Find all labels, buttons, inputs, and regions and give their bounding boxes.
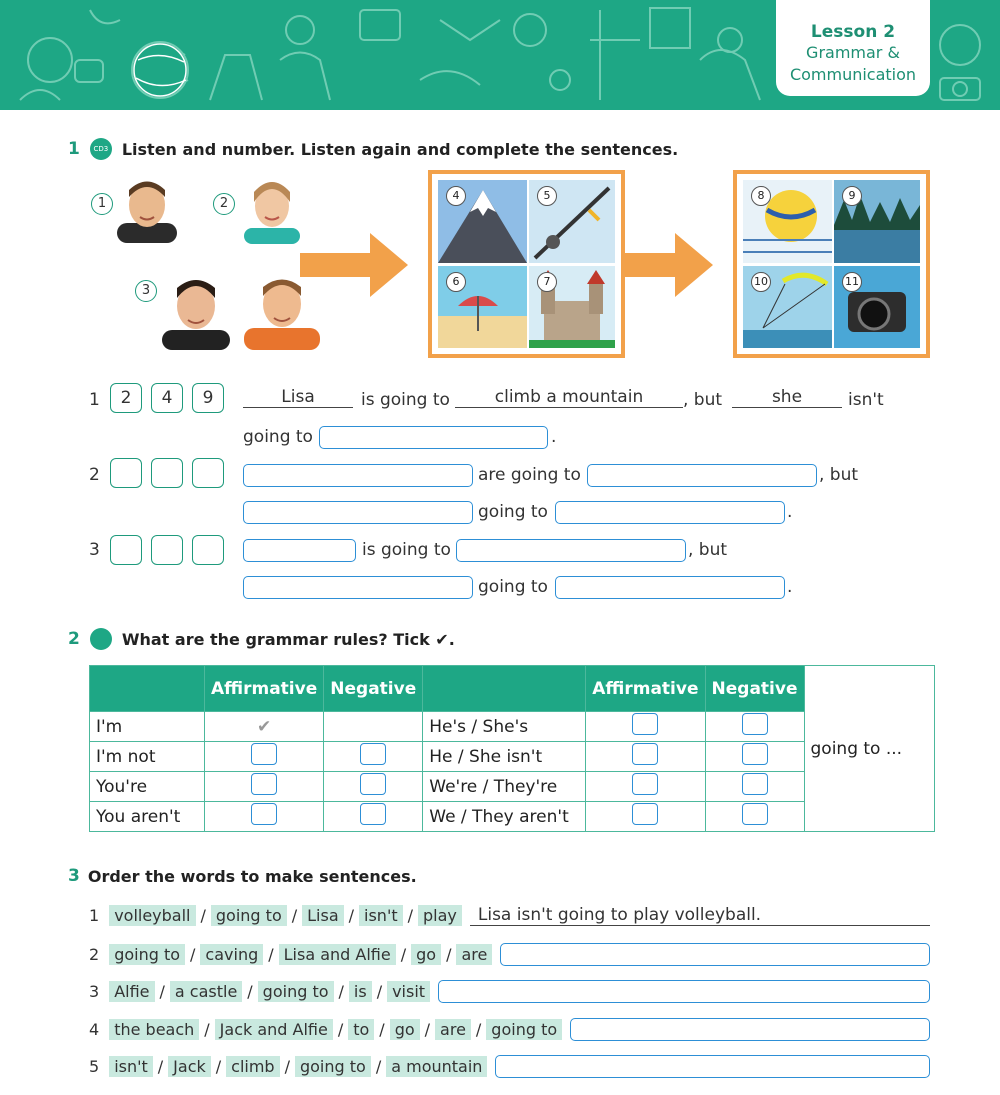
tick-cell[interactable] xyxy=(205,742,324,772)
answer-box[interactable] xyxy=(192,458,224,488)
activity-number: 7 xyxy=(537,272,557,292)
subject-cell: I'm xyxy=(90,712,205,742)
sentence-number-2: 2 xyxy=(89,465,100,485)
lesson-subtitle-2: Communication xyxy=(789,65,917,84)
person-number-3: 3 xyxy=(135,280,157,302)
sentence-number-1: 1 xyxy=(89,390,100,410)
grammar-table xyxy=(89,665,935,832)
tile-volleyball xyxy=(743,180,832,263)
tick-box[interactable] xyxy=(251,773,277,795)
section-instruction: Listen and number. Listen again and complete the sentences. xyxy=(121,139,679,159)
word-chip: Jack and Alfie xyxy=(215,1019,333,1040)
sentence-text: is going to xyxy=(361,390,450,410)
tick-cell[interactable] xyxy=(324,742,423,772)
tick-cell[interactable] xyxy=(705,712,804,742)
section-2-heading xyxy=(68,628,455,650)
sentence-text: isn't xyxy=(848,390,884,410)
subject-cell: We're / They're xyxy=(423,772,586,802)
section-1-heading xyxy=(68,138,679,175)
word-order-item xyxy=(89,905,930,926)
word-separator: / xyxy=(247,982,253,1001)
lesson-label xyxy=(776,0,930,96)
blank-input[interactable] xyxy=(319,426,548,449)
word-separator: / xyxy=(475,1020,482,1039)
answer-activity: climb a mountain xyxy=(455,387,683,408)
word-chip: going to xyxy=(295,1056,371,1077)
word-chip: caving xyxy=(200,944,263,965)
answer-box[interactable]: 2 xyxy=(110,383,142,413)
answer-box[interactable]: 9 xyxy=(192,383,224,413)
tick-cell[interactable] xyxy=(586,772,705,802)
word-separator: / xyxy=(159,982,165,1001)
person-number-2: 2 xyxy=(213,193,235,215)
sentence-text: . xyxy=(787,577,793,597)
section-number: 2 xyxy=(68,629,80,649)
answer-name: Lisa xyxy=(243,387,353,408)
activity-number: 11 xyxy=(842,272,862,292)
answer-text: Lisa isn't going to play volleyball. xyxy=(470,905,930,926)
tick-cell[interactable] xyxy=(586,802,705,832)
tick-cell[interactable] xyxy=(705,742,804,772)
lightbulb-icon xyxy=(90,628,112,650)
word-separator: / xyxy=(190,945,196,964)
answer-input[interactable] xyxy=(570,1018,930,1041)
sentence-text: . xyxy=(787,502,793,522)
sentence-text: . xyxy=(551,427,557,447)
word-chip: a castle xyxy=(170,981,242,1002)
word-chip: is xyxy=(349,981,372,1002)
word-separator: / xyxy=(268,945,274,964)
tick-box[interactable] xyxy=(360,773,386,795)
item-number: 2 xyxy=(89,945,100,964)
word-order-item xyxy=(89,1018,930,1041)
sentence-number-3: 3 xyxy=(89,540,100,560)
tile-fishing-rod xyxy=(529,180,615,263)
word-separator: / xyxy=(338,982,344,1001)
word-separator: / xyxy=(291,906,298,925)
answer-input[interactable] xyxy=(438,980,930,1003)
blank-input[interactable] xyxy=(555,501,785,524)
photo-girl xyxy=(240,172,304,244)
word-chip: are xyxy=(456,944,492,965)
word-chip: to xyxy=(348,1019,374,1040)
header-cell xyxy=(90,666,205,712)
word-separator: / xyxy=(379,1020,385,1039)
activity-number: 6 xyxy=(446,272,466,292)
word-separator: / xyxy=(204,1020,210,1039)
photo-boy-1 xyxy=(112,175,182,243)
tick-mark: ✔ xyxy=(205,712,324,742)
tick-box[interactable] xyxy=(742,743,768,765)
subject-cell: You're xyxy=(90,772,205,802)
subject-cell: We / They aren't xyxy=(423,802,586,832)
word-separator: / xyxy=(375,1057,382,1076)
blank-input[interactable] xyxy=(243,464,473,487)
answer-box[interactable] xyxy=(110,535,142,565)
word-order-item xyxy=(89,1055,930,1078)
sentence-text: , but xyxy=(819,465,859,485)
item-number: 1 xyxy=(89,906,100,925)
answer-box[interactable]: 4 xyxy=(151,383,183,413)
word-chip: are xyxy=(435,1019,471,1040)
word-chip: go xyxy=(390,1019,420,1040)
word-separator: / xyxy=(424,1020,431,1039)
word-separator: / xyxy=(337,1020,344,1039)
sentence-text: going to xyxy=(478,577,548,597)
tick-cell[interactable] xyxy=(324,772,423,802)
word-separator: / xyxy=(215,1057,222,1076)
answer-box[interactable] xyxy=(151,535,183,565)
word-chip: Lisa xyxy=(302,905,344,926)
word-chip: isn't xyxy=(109,1056,153,1077)
tick-cell[interactable] xyxy=(705,772,804,802)
audio-icon[interactable] xyxy=(90,138,112,175)
word-separator: / xyxy=(407,906,413,925)
header-cell: Negative xyxy=(705,666,804,712)
tick-box[interactable] xyxy=(742,803,768,825)
lesson-subtitle-1: Grammar & xyxy=(806,43,900,62)
activity-number: 9 xyxy=(842,186,862,206)
word-separator: / xyxy=(200,906,206,925)
item-number: 4 xyxy=(89,1020,100,1039)
blank-input[interactable] xyxy=(587,464,817,487)
word-separator: / xyxy=(348,906,355,925)
answer-box[interactable] xyxy=(192,535,224,565)
word-chip: going to xyxy=(109,944,185,965)
tick-cell[interactable] xyxy=(705,802,804,832)
word-separator: / xyxy=(446,945,452,964)
tick-box[interactable] xyxy=(742,773,768,795)
blank-input[interactable] xyxy=(243,539,356,562)
header-cell: Affirmative xyxy=(586,666,705,712)
tick-box[interactable] xyxy=(632,773,658,795)
audio-track: CD3 31 xyxy=(93,145,109,175)
word-separator: / xyxy=(284,1057,290,1076)
word-chip: going to xyxy=(486,1019,562,1040)
word-separator: / xyxy=(376,982,383,1001)
arrow-right-icon xyxy=(300,225,412,305)
sentence-text: , but xyxy=(688,540,728,560)
section-instruction: Order the words to make sentences. xyxy=(87,866,417,886)
person-number-1: 1 xyxy=(91,193,113,215)
word-chip: climb xyxy=(226,1056,279,1077)
word-chip: go xyxy=(411,944,441,965)
word-order-item xyxy=(89,943,930,966)
word-chip: visit xyxy=(387,981,430,1002)
blank-input[interactable] xyxy=(555,576,785,599)
tile-castle xyxy=(529,266,615,348)
arrow-right-icon xyxy=(625,225,717,305)
sentence-text: is going to xyxy=(362,540,451,560)
word-chip: volleyball xyxy=(109,905,195,926)
subject-cell: He's / She's xyxy=(423,712,586,742)
tick-box[interactable] xyxy=(632,803,658,825)
subject-cell: I'm not xyxy=(90,742,205,772)
answer-box[interactable] xyxy=(151,458,183,488)
tick-cell[interactable] xyxy=(324,802,423,832)
blank-input[interactable] xyxy=(243,501,473,524)
header-cell xyxy=(423,666,586,712)
activities-panel-a xyxy=(428,170,625,358)
word-chip: a mountain xyxy=(386,1056,487,1077)
tick-cell[interactable] xyxy=(205,772,324,802)
lesson-title: Lesson 2 xyxy=(810,22,896,42)
photo-boy-2 xyxy=(158,270,234,350)
word-chip: going to xyxy=(211,905,287,926)
word-order-item xyxy=(89,980,930,1003)
tick-cell[interactable] xyxy=(205,802,324,832)
word-chip: going to xyxy=(258,981,334,1002)
subject-cell: You aren't xyxy=(90,802,205,832)
answer-box[interactable] xyxy=(110,458,142,488)
answer-pronoun: she xyxy=(732,387,842,408)
word-chip: Alfie xyxy=(109,981,154,1002)
section-instruction: What are the grammar rules? Tick ✔. xyxy=(121,629,455,649)
tile-mountain xyxy=(438,180,527,263)
blank-input[interactable] xyxy=(243,576,473,599)
word-chip: Lisa and Alfie xyxy=(279,944,396,965)
tick-box[interactable] xyxy=(632,713,658,735)
sentence-text: going to xyxy=(243,427,313,447)
sentence-text: going to xyxy=(478,502,548,522)
header-cell: Negative xyxy=(324,666,423,712)
answer-input[interactable] xyxy=(500,943,930,966)
tick-box[interactable] xyxy=(632,743,658,765)
item-number: 3 xyxy=(89,982,100,1001)
tick-box[interactable] xyxy=(360,743,386,765)
header-cell: Affirmative xyxy=(205,666,324,712)
word-chip: the beach xyxy=(109,1019,199,1040)
activity-number: 10 xyxy=(751,272,771,292)
tile-camera xyxy=(834,266,920,348)
sentence-text: , but xyxy=(683,390,723,410)
item-number: 5 xyxy=(89,1057,100,1076)
tick-box[interactable] xyxy=(251,743,277,765)
section-number: 3 xyxy=(68,866,80,886)
word-chip: isn't xyxy=(359,905,403,926)
tile-lake xyxy=(834,180,920,263)
section-number: 1 xyxy=(68,139,80,159)
subject-cell: He / She isn't xyxy=(423,742,586,772)
tick-box[interactable] xyxy=(251,803,277,825)
tick-cell[interactable] xyxy=(324,712,423,742)
tile-kitesurfing xyxy=(743,266,832,348)
activity-number: 8 xyxy=(751,186,771,206)
activities-panel-b xyxy=(733,170,930,358)
word-separator: / xyxy=(157,1057,164,1076)
tick-cell[interactable] xyxy=(586,742,705,772)
section-3-heading xyxy=(68,866,417,886)
table-header-row xyxy=(90,666,935,712)
going-to-text: going to ... xyxy=(810,738,903,759)
word-separator: / xyxy=(400,945,407,964)
word-chip: Jack xyxy=(168,1056,211,1077)
activity-number: 5 xyxy=(537,186,557,206)
sentence-text: are going to xyxy=(478,465,581,485)
tile-beach xyxy=(438,266,527,348)
answer-input[interactable] xyxy=(495,1055,930,1078)
activity-number: 4 xyxy=(446,186,466,206)
tick-box[interactable] xyxy=(742,713,768,735)
tick-cell[interactable] xyxy=(586,712,705,742)
going-to-label xyxy=(804,666,934,832)
blank-input[interactable] xyxy=(456,539,686,562)
tick-box[interactable] xyxy=(360,803,386,825)
word-chip: play xyxy=(418,905,462,926)
